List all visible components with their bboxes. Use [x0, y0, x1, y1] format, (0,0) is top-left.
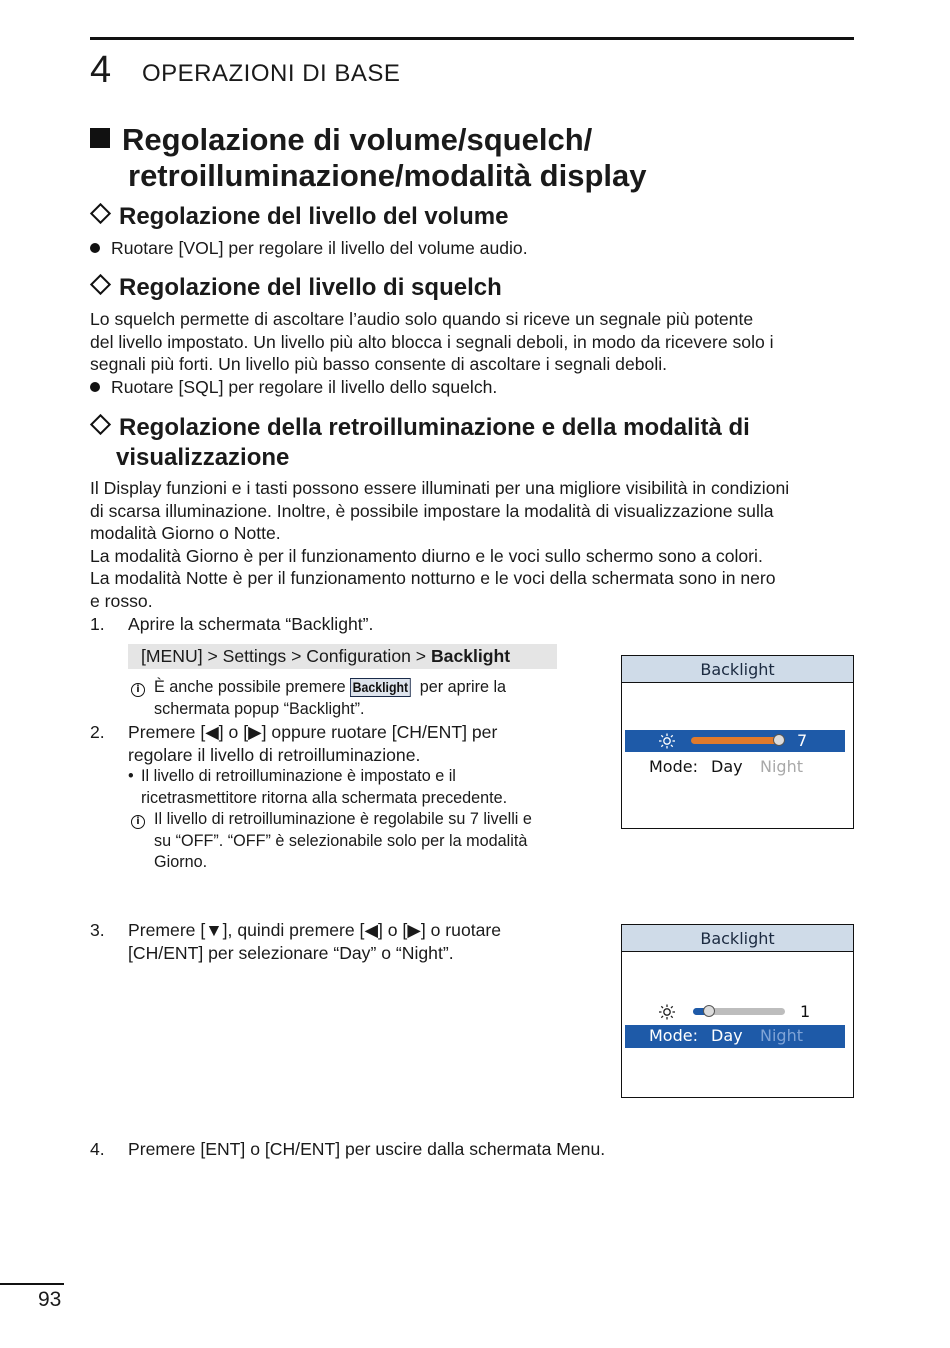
backlight-heading-line1: Regolazione della retroilluminazione e della modalità di	[119, 414, 750, 441]
backlight-key: Backlight	[350, 678, 411, 697]
section-title-line2: retroilluminazione/modalità display	[128, 158, 647, 193]
step3-line1: Premere [▼], quindi premere [◀] o [▶] o ruotare	[128, 920, 502, 940]
diamond-icon	[90, 274, 111, 295]
step1-note-line2: schermata popup “Backlight”.	[154, 699, 365, 718]
step-number: 3.	[90, 920, 105, 940]
step2-line1: Premere [◀] o [▶] oppure ruotare [CH/ENT] per	[128, 722, 498, 742]
sun-icon	[658, 733, 676, 749]
mode-row	[625, 1025, 845, 1048]
info-icon: i	[131, 683, 145, 697]
backlight-line: La modalità Notte è per il funzionamento notturno e le voci della schermata sono in nero	[90, 568, 776, 589]
squelch-bullet-text: Ruotare [SQL] per regolare il livello dello squelch.	[111, 377, 498, 397]
screen-title: Backlight	[622, 656, 853, 683]
brightness-slider-knob[interactable]	[773, 734, 785, 746]
step-number: 4.	[90, 1139, 105, 1159]
backlight-line: Il Display funzioni e i tasti possono essere illuminati per una migliore visibilità in condizioni	[90, 478, 790, 498]
step2-note	[131, 809, 145, 831]
backlight-screen-mode	[621, 924, 854, 1098]
backlight-line: modalità Giorno o Notte.	[90, 523, 281, 544]
brightness-level: 1	[800, 1002, 811, 1021]
info-icon: i	[131, 815, 145, 829]
squelch-bullet	[90, 376, 497, 399]
top-rule	[90, 37, 854, 40]
step-number: 2.	[90, 722, 105, 742]
volume-bullet	[90, 237, 528, 260]
step2-note-line3: Giorno.	[154, 853, 208, 872]
mode-night[interactable]: Night	[760, 757, 803, 776]
squelch-line: del livello impostato. Un livello più alto blocca i segnali deboli, in modo da ricevere solo i	[90, 331, 774, 352]
screen-title: Backlight	[622, 925, 853, 952]
diamond-icon	[90, 414, 111, 435]
backlight-heading-line2: visualizzazione	[116, 444, 290, 471]
menu-path	[128, 644, 557, 669]
squelch-paragraph	[90, 308, 860, 376]
step3-line2: [CH/ENT] per selezionare “Day” o “Night”.	[128, 942, 454, 963]
mode-day[interactable]: Day	[711, 1026, 743, 1045]
page-rule	[0, 1283, 64, 1285]
step1-note-before: È anche possibile premere	[154, 678, 346, 696]
menu-path-target: Backlight	[430, 646, 511, 666]
mode-label: Mode:	[649, 757, 698, 776]
backlight-heading	[90, 413, 750, 473]
squelch-heading	[90, 273, 502, 303]
section-title	[90, 122, 647, 194]
volume-heading	[90, 202, 508, 232]
step2-sub-line1: Il livello di retroilluminazione è impostato e il	[141, 767, 456, 785]
squelch-line: segnali più forti. Un livello più basso consente di ascoltare i segnali deboli.	[90, 354, 668, 375]
bullet-dot-icon	[90, 243, 100, 253]
step4-text: Premere [ENT] o [CH/ENT] per uscire dalla schermata Menu.	[128, 1139, 606, 1159]
volume-bullet-text: Ruotare [VOL] per regolare il livello del volume audio.	[111, 238, 528, 258]
section-title-line1: Regolazione di volume/squelch/	[122, 122, 593, 157]
step-number: 1.	[90, 614, 105, 634]
step1-note-after: per aprire la	[419, 678, 507, 696]
step2-sub-line2: ricetrasmettitore ritorna alla schermata precedente.	[141, 788, 508, 807]
menu-path-prefix: [MENU] > Settings > Configuration >	[141, 646, 431, 666]
step2-line2: regolare il livello di retroilluminazione.	[128, 744, 421, 765]
chapter-number: 4	[90, 49, 112, 91]
sun-icon	[658, 1004, 676, 1020]
step2-sub-text	[141, 766, 507, 809]
brightness-row	[625, 1001, 845, 1023]
step1-note-text	[154, 677, 506, 720]
step1-note	[131, 677, 145, 699]
squelch-line: Lo squelch permette di ascoltare l’audio solo quando si riceve un segnale più potente	[90, 309, 754, 329]
brightness-row	[625, 730, 845, 752]
mode-day[interactable]: Day	[711, 757, 743, 776]
step3-text	[128, 919, 501, 964]
mode-row	[625, 756, 845, 778]
backlight-paragraph	[90, 477, 860, 613]
step2-note-text	[154, 809, 532, 874]
brightness-slider-knob[interactable]	[703, 1005, 715, 1017]
backlight-screen-level	[621, 655, 854, 829]
step-text: Aprire la schermata “Backlight”.	[128, 614, 374, 634]
squelch-heading-text: Regolazione del livello di squelch	[119, 274, 502, 301]
step2-text	[128, 721, 497, 766]
chapter-title: OPERAZIONI DI BASE	[142, 60, 401, 87]
mode-label: Mode:	[649, 1026, 698, 1045]
square-bullet-icon	[90, 128, 110, 148]
mode-night[interactable]: Night	[760, 1026, 803, 1045]
step2-sub-bullet: •	[128, 767, 134, 785]
backlight-line: di scarsa illuminazione. Inoltre, è possibile impostare la modalità di visualizzazione sulla	[90, 500, 774, 521]
backlight-line: La modalità Giorno è per il funzionamento diurno e le voci sullo schermo sono a colori.	[90, 545, 763, 566]
brightness-level: 7	[797, 731, 808, 750]
diamond-icon	[90, 203, 111, 224]
step2-note-line1: Il livello di retroilluminazione è regolabile su 7 livelli e	[154, 810, 532, 828]
page-number: 93	[38, 1288, 62, 1311]
brightness-slider[interactable]	[691, 737, 781, 744]
volume-heading-text: Regolazione del livello del volume	[119, 203, 509, 230]
backlight-line: e rosso.	[90, 590, 153, 611]
step2-note-line2: su “OFF”. “OFF” è selezionabile solo per la modalità	[154, 831, 528, 850]
bullet-dot-icon	[90, 382, 100, 392]
